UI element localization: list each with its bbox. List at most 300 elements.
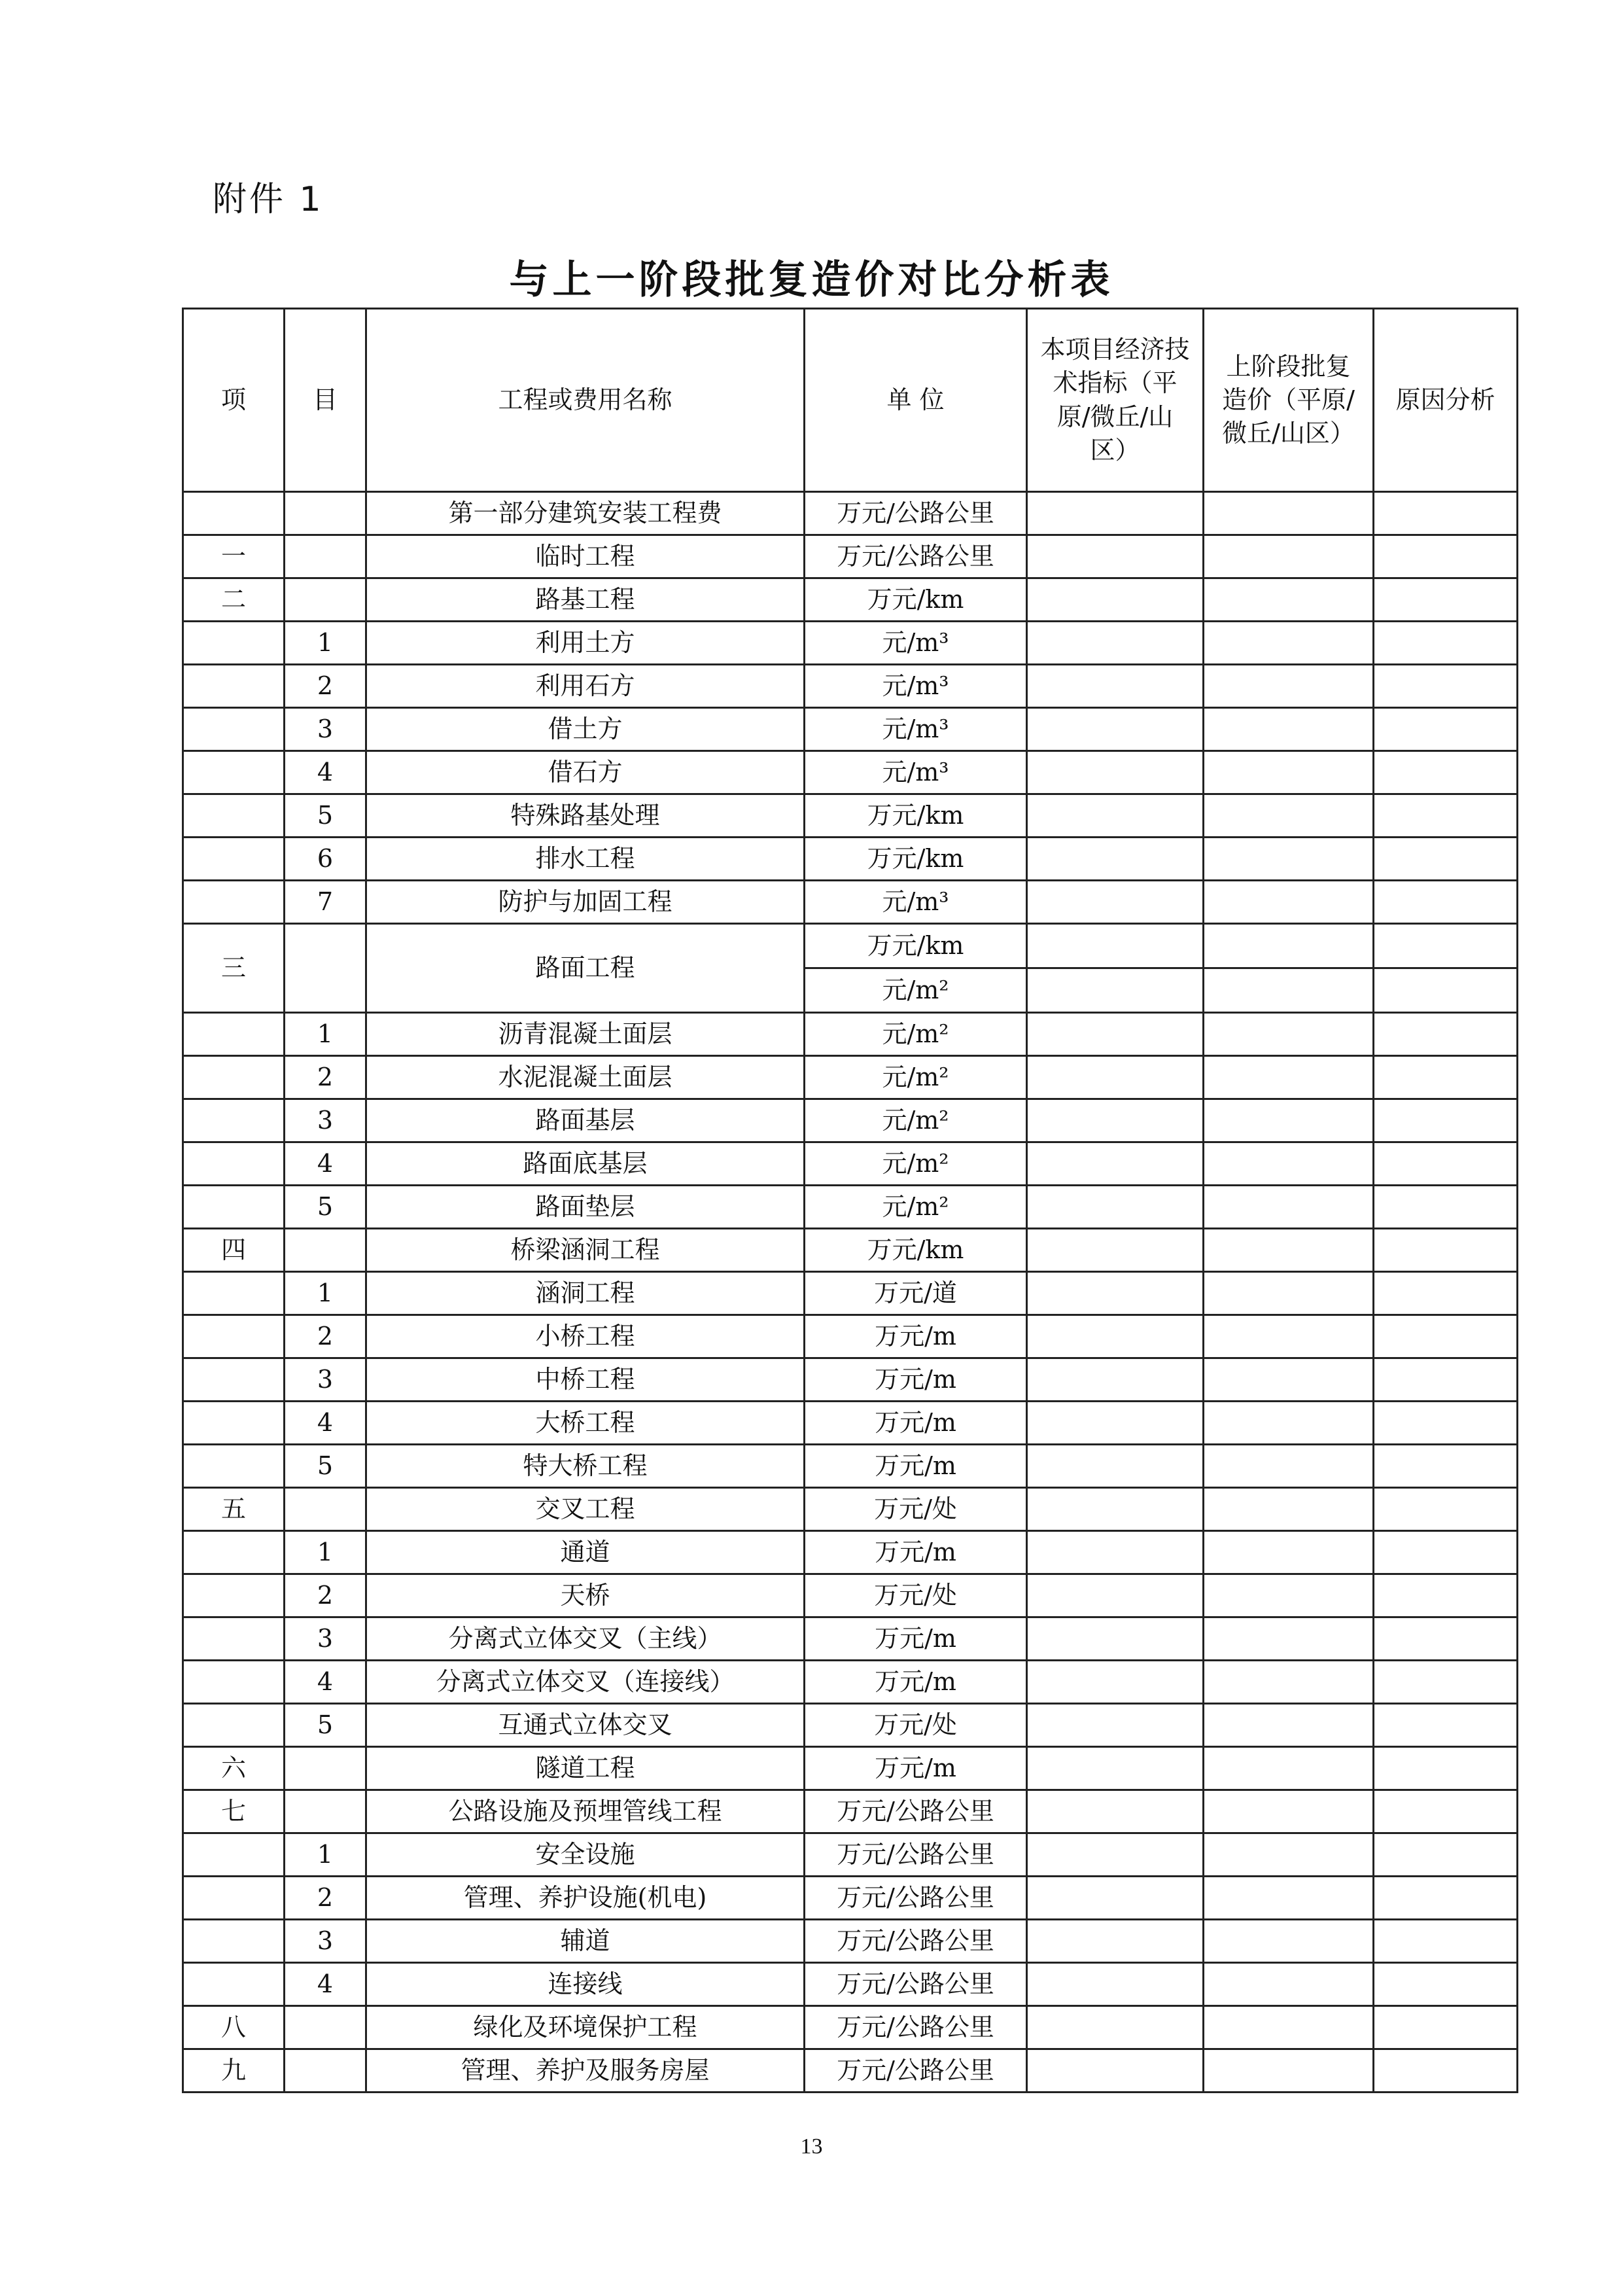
- cell-xiang: [183, 665, 285, 708]
- cell-name: 天桥: [366, 1574, 805, 1617]
- cell-reason: [1374, 708, 1518, 751]
- cell-unit: 万元/处: [805, 1488, 1027, 1531]
- table-row: [183, 1402, 1518, 1445]
- cell-previous-cost: [1204, 2006, 1374, 2049]
- cell-reason: [1374, 2049, 1518, 2093]
- table-row: [183, 2006, 1518, 2049]
- cell-indicator: [1027, 1272, 1204, 1315]
- cell-mu: 5: [285, 1445, 366, 1488]
- cell-name: 通道: [366, 1531, 805, 1574]
- cell-mu: 4: [285, 1142, 366, 1186]
- table-row: [183, 492, 1518, 535]
- cell-xiang: 五: [183, 1488, 285, 1531]
- cell-reason: [1374, 1229, 1518, 1272]
- cell-unit: 万元/处: [805, 1574, 1027, 1617]
- cell-previous-cost: [1204, 794, 1374, 838]
- cell-indicator: [1027, 881, 1204, 924]
- table-row: [183, 1790, 1518, 1833]
- table-row: [183, 1142, 1518, 1186]
- header-previous-cost: 上阶段批复造价（平原/微丘/山区）: [1204, 309, 1374, 492]
- cell-previous-cost: [1204, 1963, 1374, 2006]
- cell-indicator: [1027, 1142, 1204, 1186]
- cell-unit: 元/m³: [805, 751, 1027, 794]
- cell-name: 防护与加固工程: [366, 881, 805, 924]
- cell-unit: 万元/m: [805, 1531, 1027, 1574]
- cell-xiang: 六: [183, 1747, 285, 1790]
- page-number: 13: [800, 2134, 823, 2159]
- table-row: [183, 2049, 1518, 2093]
- cell-reason: [1374, 1531, 1518, 1574]
- table-row: [183, 751, 1518, 794]
- cell-indicator: [1027, 665, 1204, 708]
- cell-xiang: [183, 1531, 285, 1574]
- cell-reason: [1374, 535, 1518, 578]
- cell-unit: 万元/m: [805, 1315, 1027, 1358]
- cell-name: 排水工程: [366, 838, 805, 881]
- cell-indicator: [1027, 968, 1204, 1013]
- cell-previous-cost: [1204, 1617, 1374, 1661]
- cell-unit: 万元/道: [805, 1272, 1027, 1315]
- cell-reason: [1374, 1704, 1518, 1747]
- cell-mu: 1: [285, 1013, 366, 1056]
- cell-unit: 万元/公路公里: [805, 492, 1027, 535]
- cell-xiang: [183, 1661, 285, 1704]
- cell-previous-cost: [1204, 1272, 1374, 1315]
- cell-name: 沥青混凝土面层: [366, 1013, 805, 1056]
- cell-reason: [1374, 1445, 1518, 1488]
- cell-reason: [1374, 1920, 1518, 1963]
- cell-reason: [1374, 1963, 1518, 2006]
- cell-mu: 2: [285, 1315, 366, 1358]
- cell-reason: [1374, 924, 1518, 968]
- table-row: [183, 1099, 1518, 1142]
- cell-previous-cost: [1204, 2049, 1374, 2093]
- table-row: [183, 1617, 1518, 1661]
- cell-xiang: [183, 1402, 285, 1445]
- cell-indicator: [1027, 1747, 1204, 1790]
- table-row: [183, 1531, 1518, 1574]
- cell-indicator: [1027, 924, 1204, 968]
- cell-previous-cost: [1204, 535, 1374, 578]
- cell-xiang: [183, 1574, 285, 1617]
- cell-reason: [1374, 1142, 1518, 1186]
- cell-name: 连接线: [366, 1963, 805, 2006]
- cell-name: 辅道: [366, 1920, 805, 1963]
- cell-unit: 元/m²: [805, 1056, 1027, 1099]
- cell-indicator: [1027, 794, 1204, 838]
- table-row: [183, 1229, 1518, 1272]
- cell-xiang: [183, 794, 285, 838]
- cell-unit: 万元/m: [805, 1402, 1027, 1445]
- cell-name: 路面基层: [366, 1099, 805, 1142]
- cell-previous-cost: [1204, 968, 1374, 1013]
- cell-mu: [285, 1488, 366, 1531]
- cell-reason: [1374, 1790, 1518, 1833]
- header-unit: 单 位: [805, 309, 1027, 492]
- cell-name: 大桥工程: [366, 1402, 805, 1445]
- table-row: [183, 1963, 1518, 2006]
- cell-previous-cost: [1204, 1445, 1374, 1488]
- cell-previous-cost: [1204, 924, 1374, 968]
- attachment-label: 附件 1: [213, 180, 324, 219]
- cell-indicator: [1027, 1315, 1204, 1358]
- cell-name: 临时工程: [366, 535, 805, 578]
- cell-previous-cost: [1204, 578, 1374, 622]
- cell-xiang: 八: [183, 2006, 285, 2049]
- cell-reason: [1374, 1272, 1518, 1315]
- header-mu: 目: [285, 309, 366, 492]
- cell-mu: 5: [285, 794, 366, 838]
- cell-name: 交叉工程: [366, 1488, 805, 1531]
- cell-previous-cost: [1204, 1315, 1374, 1358]
- cell-previous-cost: [1204, 1747, 1374, 1790]
- table-row: [183, 1704, 1518, 1747]
- cell-mu: [285, 578, 366, 622]
- cell-xiang: [183, 1445, 285, 1488]
- cell-mu: [285, 2006, 366, 2049]
- cell-name: 第一部分建筑安装工程费: [366, 492, 805, 535]
- cell-name: 路基工程: [366, 578, 805, 622]
- cell-indicator: [1027, 1704, 1204, 1747]
- cell-mu: 4: [285, 751, 366, 794]
- cell-xiang: [183, 492, 285, 535]
- cell-unit: 元/m²: [805, 1186, 1027, 1229]
- table-row: [183, 1920, 1518, 1963]
- cell-xiang: [183, 1617, 285, 1661]
- cell-name: 路面垫层: [366, 1186, 805, 1229]
- cell-previous-cost: [1204, 1920, 1374, 1963]
- cell-name: 管理、养护设施(机电): [366, 1877, 805, 1920]
- cell-reason: [1374, 1833, 1518, 1877]
- cell-xiang: 九: [183, 2049, 285, 2093]
- table-row: [183, 838, 1518, 881]
- cell-unit: 元/m²: [805, 968, 1027, 1013]
- cell-indicator: [1027, 2049, 1204, 2093]
- cell-previous-cost: [1204, 838, 1374, 881]
- cell-unit: 万元/公路公里: [805, 2049, 1027, 2093]
- table-row: [183, 1488, 1518, 1531]
- cell-previous-cost: [1204, 1574, 1374, 1617]
- cell-unit: 万元/m: [805, 1445, 1027, 1488]
- cell-previous-cost: [1204, 622, 1374, 665]
- cell-previous-cost: [1204, 1488, 1374, 1531]
- cell-unit: 元/m³: [805, 881, 1027, 924]
- cell-xiang: [183, 751, 285, 794]
- cell-previous-cost: [1204, 1142, 1374, 1186]
- cell-reason: [1374, 794, 1518, 838]
- cell-name: 分离式立体交叉（主线）: [366, 1617, 805, 1661]
- cell-previous-cost: [1204, 1704, 1374, 1747]
- table-row: [183, 1013, 1518, 1056]
- table-row: [183, 1661, 1518, 1704]
- cell-mu: 3: [285, 1099, 366, 1142]
- cell-unit: 万元/公路公里: [805, 1790, 1027, 1833]
- cell-unit: 元/m²: [805, 1013, 1027, 1056]
- cell-indicator: [1027, 578, 1204, 622]
- cell-xiang: [183, 1013, 285, 1056]
- cell-mu: [285, 1747, 366, 1790]
- cell-name: 公路设施及预埋管线工程: [366, 1790, 805, 1833]
- cell-xiang: [183, 708, 285, 751]
- cell-reason: [1374, 1661, 1518, 1704]
- cell-unit: 万元/公路公里: [805, 1963, 1027, 2006]
- cell-xiang: [183, 1186, 285, 1229]
- cell-mu: 7: [285, 881, 366, 924]
- cell-indicator: [1027, 1877, 1204, 1920]
- cell-previous-cost: [1204, 1877, 1374, 1920]
- cell-previous-cost: [1204, 881, 1374, 924]
- cell-indicator: [1027, 1186, 1204, 1229]
- cell-name: 互通式立体交叉: [366, 1704, 805, 1747]
- cell-mu: 1: [285, 1531, 366, 1574]
- cell-indicator: [1027, 1920, 1204, 1963]
- cell-mu: 2: [285, 1574, 366, 1617]
- cell-reason: [1374, 838, 1518, 881]
- cell-name: 小桥工程: [366, 1315, 805, 1358]
- cell-xiang: 二: [183, 578, 285, 622]
- cell-reason: [1374, 1315, 1518, 1358]
- cell-xiang: [183, 881, 285, 924]
- cell-indicator: [1027, 1488, 1204, 1531]
- cell-mu: 4: [285, 1963, 366, 2006]
- cell-unit: 元/m³: [805, 622, 1027, 665]
- cell-previous-cost: [1204, 1099, 1374, 1142]
- cell-indicator: [1027, 1056, 1204, 1099]
- cell-xiang: [183, 838, 285, 881]
- comparison-table: [182, 308, 1518, 2093]
- cell-reason: [1374, 1186, 1518, 1229]
- cell-reason: [1374, 492, 1518, 535]
- cell-reason: [1374, 1877, 1518, 1920]
- cell-name: 利用土方: [366, 622, 805, 665]
- cell-reason: [1374, 665, 1518, 708]
- cell-mu: 5: [285, 1704, 366, 1747]
- cell-name: 涵洞工程: [366, 1272, 805, 1315]
- table-row: [183, 1056, 1518, 1099]
- cell-xiang: [183, 1315, 285, 1358]
- cell-indicator: [1027, 1531, 1204, 1574]
- table-row: [183, 1574, 1518, 1617]
- cell-indicator: [1027, 1617, 1204, 1661]
- cell-previous-cost: [1204, 1186, 1374, 1229]
- cell-reason: [1374, 881, 1518, 924]
- cell-name: 特殊路基处理: [366, 794, 805, 838]
- cell-mu: 3: [285, 1358, 366, 1402]
- table-row: [183, 1315, 1518, 1358]
- cell-xiang: [183, 1272, 285, 1315]
- cell-indicator: [1027, 1833, 1204, 1877]
- cell-name: 借土方: [366, 708, 805, 751]
- cell-mu: [285, 1790, 366, 1833]
- cell-reason: [1374, 1013, 1518, 1056]
- cell-unit: 元/m²: [805, 1099, 1027, 1142]
- cell-name: 隧道工程: [366, 1747, 805, 1790]
- cell-reason: [1374, 1056, 1518, 1099]
- cell-reason: [1374, 1358, 1518, 1402]
- cell-unit: 万元/m: [805, 1661, 1027, 1704]
- cell-reason: [1374, 751, 1518, 794]
- cell-xiang: 四: [183, 1229, 285, 1272]
- header-name: 工程或费用名称: [366, 309, 805, 492]
- cell-name: 安全设施: [366, 1833, 805, 1877]
- cell-xiang: 一: [183, 535, 285, 578]
- cell-mu: 4: [285, 1402, 366, 1445]
- cell-reason: [1374, 1402, 1518, 1445]
- table-row: [183, 535, 1518, 578]
- cell-unit: 元/m³: [805, 708, 1027, 751]
- cell-unit: 万元/km: [805, 924, 1027, 968]
- cell-previous-cost: [1204, 1013, 1374, 1056]
- cell-previous-cost: [1204, 665, 1374, 708]
- cell-reason: [1374, 2006, 1518, 2049]
- cell-unit: 万元/公路公里: [805, 1833, 1027, 1877]
- cell-mu: 6: [285, 838, 366, 881]
- cell-previous-cost: [1204, 708, 1374, 751]
- cell-reason: [1374, 1099, 1518, 1142]
- cell-mu: 5: [285, 1186, 366, 1229]
- cell-mu: [285, 492, 366, 535]
- cell-previous-cost: [1204, 1056, 1374, 1099]
- table-row: [183, 578, 1518, 622]
- cell-name: 借石方: [366, 751, 805, 794]
- cell-indicator: [1027, 1445, 1204, 1488]
- table-row: [183, 1833, 1518, 1877]
- cell-previous-cost: [1204, 1402, 1374, 1445]
- cell-indicator: [1027, 838, 1204, 881]
- cell-indicator: [1027, 751, 1204, 794]
- table-row: [183, 1186, 1518, 1229]
- cell-previous-cost: [1204, 1358, 1374, 1402]
- cell-mu: 4: [285, 1661, 366, 1704]
- cell-previous-cost: [1204, 1833, 1374, 1877]
- cell-reason: [1374, 968, 1518, 1013]
- cell-mu: 1: [285, 1272, 366, 1315]
- cell-mu: 2: [285, 1056, 366, 1099]
- table-row: [183, 881, 1518, 924]
- cell-reason: [1374, 1488, 1518, 1531]
- cell-previous-cost: [1204, 492, 1374, 535]
- cell-previous-cost: [1204, 1790, 1374, 1833]
- cell-mu: 3: [285, 1920, 366, 1963]
- cell-indicator: [1027, 1661, 1204, 1704]
- table-row: [183, 708, 1518, 751]
- cell-indicator: [1027, 1229, 1204, 1272]
- cell-name: 桥梁涵洞工程: [366, 1229, 805, 1272]
- cell-indicator: [1027, 1790, 1204, 1833]
- cell-unit: 万元/公路公里: [805, 535, 1027, 578]
- cell-unit: 元/m²: [805, 1142, 1027, 1186]
- cell-name: 管理、养护及服务房屋: [366, 2049, 805, 2093]
- cell-reason: [1374, 578, 1518, 622]
- cell-xiang: [183, 1142, 285, 1186]
- cell-mu: 3: [285, 1617, 366, 1661]
- cell-unit: 万元/公路公里: [805, 1920, 1027, 1963]
- cell-indicator: [1027, 535, 1204, 578]
- cell-reason: [1374, 622, 1518, 665]
- cell-name: 绿化及环境保护工程: [366, 2006, 805, 2049]
- cell-mu: [285, 2049, 366, 2093]
- cell-mu: 3: [285, 708, 366, 751]
- cell-name: 水泥混凝土面层: [366, 1056, 805, 1099]
- cell-indicator: [1027, 2006, 1204, 2049]
- table-row: [183, 1358, 1518, 1402]
- cell-name: 中桥工程: [366, 1358, 805, 1402]
- cell-name: 路面工程: [366, 924, 805, 1013]
- cell-mu: [285, 535, 366, 578]
- cell-mu: 2: [285, 665, 366, 708]
- table-row: [183, 924, 1518, 968]
- cell-xiang: [183, 622, 285, 665]
- cell-name: 路面底基层: [366, 1142, 805, 1186]
- cell-unit: 万元/m: [805, 1617, 1027, 1661]
- cell-indicator: [1027, 708, 1204, 751]
- cell-unit: 万元/m: [805, 1358, 1027, 1402]
- cell-indicator: [1027, 492, 1204, 535]
- cell-unit: 万元/公路公里: [805, 1877, 1027, 1920]
- cell-indicator: [1027, 1574, 1204, 1617]
- table-row: [183, 1272, 1518, 1315]
- table-row: [183, 1747, 1518, 1790]
- table-row: [183, 794, 1518, 838]
- cell-mu: 1: [285, 1833, 366, 1877]
- cell-previous-cost: [1204, 1661, 1374, 1704]
- cell-reason: [1374, 1747, 1518, 1790]
- table-row: [183, 1877, 1518, 1920]
- cell-mu: [285, 924, 366, 1013]
- header-reason: 原因分析: [1374, 309, 1518, 492]
- cell-xiang: [183, 1963, 285, 2006]
- cell-unit: 万元/km: [805, 838, 1027, 881]
- header-xiang: 项: [183, 309, 285, 492]
- cell-xiang: [183, 1704, 285, 1747]
- cell-xiang: [183, 1099, 285, 1142]
- cell-indicator: [1027, 1013, 1204, 1056]
- cell-name: 特大桥工程: [366, 1445, 805, 1488]
- cell-reason: [1374, 1574, 1518, 1617]
- page-title: 与上一阶段批复造价对比分析表: [509, 257, 1114, 303]
- table-body: [183, 492, 1518, 2093]
- cell-name: 利用石方: [366, 665, 805, 708]
- cell-xiang: [183, 1358, 285, 1402]
- cell-indicator: [1027, 622, 1204, 665]
- cell-xiang: [183, 1920, 285, 1963]
- cell-xiang: 三: [183, 924, 285, 1013]
- cell-unit: 元/m³: [805, 665, 1027, 708]
- cell-indicator: [1027, 1402, 1204, 1445]
- cell-previous-cost: [1204, 1531, 1374, 1574]
- cell-mu: 2: [285, 1877, 366, 1920]
- cell-reason: [1374, 1617, 1518, 1661]
- cell-unit: 万元/处: [805, 1704, 1027, 1747]
- cell-xiang: 七: [183, 1790, 285, 1833]
- cell-name: 分离式立体交叉（连接线）: [366, 1661, 805, 1704]
- cell-indicator: [1027, 1099, 1204, 1142]
- cell-xiang: [183, 1056, 285, 1099]
- cell-mu: 1: [285, 622, 366, 665]
- cell-indicator: [1027, 1963, 1204, 2006]
- cell-unit: 万元/km: [805, 578, 1027, 622]
- cell-unit: 万元/公路公里: [805, 2006, 1027, 2049]
- table-row: [183, 622, 1518, 665]
- cell-previous-cost: [1204, 751, 1374, 794]
- cell-unit: 万元/m: [805, 1747, 1027, 1790]
- cell-mu: [285, 1229, 366, 1272]
- cell-unit: 万元/km: [805, 794, 1027, 838]
- cell-xiang: [183, 1877, 285, 1920]
- table-header-row: [183, 309, 1518, 492]
- cell-xiang: [183, 1833, 285, 1877]
- table-row: [183, 665, 1518, 708]
